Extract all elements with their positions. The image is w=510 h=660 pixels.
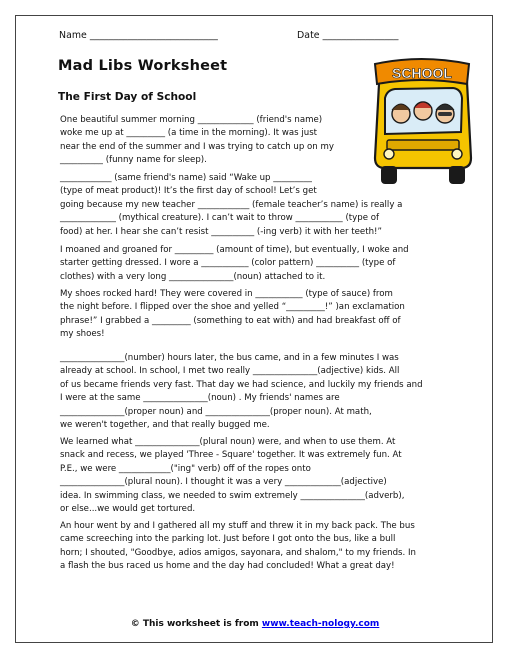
paragraph-5: _______________(number) hours later, the bus came, and in a few minutes I was already at school. In school, I met two really _______________(adjective) kids. All of us became friends very fast. That day we had science, and luckily my friends and I were at the same _______________(noun) . My friends' names are _______________(proper noun) and _______________(proper noun). At math, we weren't together, and that really bugged me. bbox=[60, 353, 423, 431]
paragraph-7: An hour went by and I gathered all my stuff and threw it in my back pack. The bus came screeching into the parking lot. Just before I got onto the bus, like a bull horn; I shouted, "Goodbye, adios amigos, sayonara, and shalom," to my friends. In a flash the bus raced us home and the day had concluded! What a great day! bbox=[60, 521, 416, 572]
footer-link[interactable]: www.teach-nology.com bbox=[261, 619, 380, 629]
paragraph-2: ____________ (same friend's name) said “Wake up _________ (type of meat product)! It’s the first day of school! Let’s get going because my new teacher ____________ (female teacher’s name) is really a _____________ (mythical creature). I can’t wait to throw ___________ (type of food) at her. I hear she can’t resist __________ (-ing verb) it with her teeth!” bbox=[60, 173, 403, 237]
story-title: The First Day of School bbox=[58, 91, 197, 103]
footer bbox=[0, 619, 510, 629]
paragraph-1: One beautiful summer morning _____________ (friend's name) woke me up at _________ (a time in the morning). It was just near the end of the summer and I was trying to catch up on my __________ (funny name for sleep). bbox=[60, 115, 334, 166]
paragraph-6: We learned what _______________(plural noun) were, and when to use them. At snack and recess, we played 'Three - Square' together. It was extremely fun. At P.E., we were ____________("ing" verb) off of the ropes onto _______________(plural noun). I thought it was a very _____________(adjective) idea. In swimming class, we needed to swim extremely _______________(adverb), or else...we would get tortured. bbox=[60, 437, 405, 515]
paragraph-3: I moaned and groaned for _________ (amount of time), but eventually, I woke and starter getting dressed. I wore a ___________ (color pattern) __________ (type of clothes) with a very long _______________(noun) attached to it. bbox=[60, 245, 409, 282]
bus-sign-text: SCHOOL bbox=[392, 65, 452, 81]
footer-copyright: © This worksheet is from bbox=[130, 619, 262, 629]
name-field[interactable]: Name ___________________________ bbox=[59, 30, 218, 41]
date-field[interactable]: Date ________________ bbox=[297, 30, 399, 41]
page-title: Mad Libs Worksheet bbox=[58, 58, 228, 74]
paragraph-4: My shoes rocked hard! They were covered in ___________ (type of sauce) from the night before. I flipped over the shoe and yelled “_________!” )an exclamation phrase!” I grabbed a _________ (something to eat with) and had breakfast off of my shoes! bbox=[60, 289, 405, 340]
